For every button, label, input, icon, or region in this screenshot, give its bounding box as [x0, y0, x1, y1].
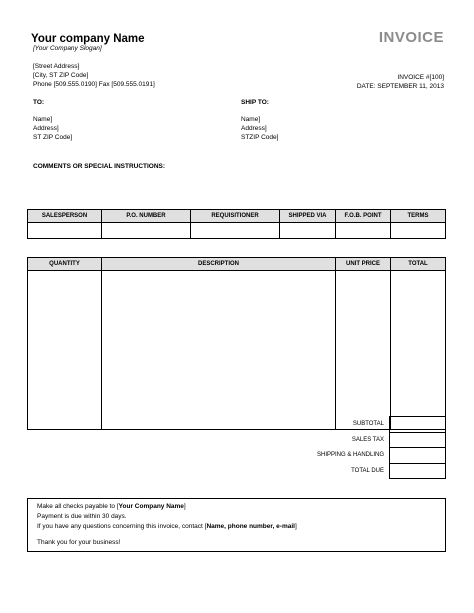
order-info-table [27, 209, 446, 239]
terms-cell[interactable] [391, 223, 446, 239]
salesperson-cell[interactable] [28, 223, 102, 239]
header-terms: TERMS [391, 210, 446, 223]
sales-tax-row [27, 432, 446, 448]
phone-fax: Phone [509.555.0190] Fax [509.555.0191] [33, 81, 155, 88]
payable-line [37, 502, 436, 512]
street-address: [Street Address] [33, 63, 80, 70]
payable-prefix: Make all checks payable to [ [37, 503, 119, 510]
payment-due-line: Payment is due within 30 days. [37, 513, 127, 520]
shipped-via-cell[interactable] [280, 223, 336, 239]
header-fob-point: F.O.B. POINT [336, 210, 391, 223]
order-info-row [28, 223, 446, 239]
city-state-zip: [City, ST ZIP Code] [33, 72, 89, 79]
payable-suffix: ] [183, 503, 186, 510]
unit-price-column[interactable] [336, 271, 391, 430]
totals-table [27, 416, 446, 479]
bill-to-zip: ST ZIP Code] [33, 134, 73, 141]
invoice-meta [357, 73, 444, 91]
ship-to-address [241, 115, 278, 142]
header-unit-price: UNIT PRICE [336, 258, 391, 271]
bill-to-address [33, 115, 72, 142]
total-due-value[interactable] [390, 463, 446, 479]
ship-to-zip: STZIP Code] [241, 134, 279, 141]
company-slogan: [Your Company Slogan] [33, 45, 102, 52]
questions-suffix: ] [294, 523, 297, 530]
invoice-number: INVOICE #[100] [397, 74, 444, 81]
bill-to-name: Name] [33, 116, 53, 123]
questions-prefix: If you have any questions concerning this invoice, contact [ [37, 523, 207, 530]
header-quantity: QUANTITY [28, 258, 102, 271]
header-requisitioner: REQUISITIONER [191, 210, 280, 223]
total-column[interactable] [391, 271, 446, 430]
payment-notes [27, 498, 446, 552]
company-name: Your company Name [31, 33, 145, 45]
requisitioner-cell[interactable] [191, 223, 280, 239]
ship-to-street: Address] [241, 125, 267, 132]
fob-point-cell[interactable] [336, 223, 391, 239]
thanks-line: Thank you for your business! [37, 539, 121, 546]
ship-to-name: Name] [241, 116, 261, 123]
sales-tax-label: SALES TAX [351, 436, 384, 443]
bill-to-street: Address] [33, 125, 59, 132]
invoice-title: INVOICE [378, 29, 444, 46]
header-shipped-via: SHIPPED VIA [280, 210, 336, 223]
questions-line [37, 522, 436, 532]
header-po-number: P.O. NUMBER [102, 210, 191, 223]
items-header-row [28, 258, 446, 271]
order-info-header-row [28, 210, 446, 223]
header-salesperson: SALESPERSON [28, 210, 102, 223]
bill-to-label: TO: [33, 99, 45, 106]
invoice-date: DATE: SEPTEMBER 11, 2013 [356, 83, 444, 90]
items-body-row [28, 271, 446, 430]
quantity-column[interactable] [28, 271, 102, 430]
subtotal-value[interactable] [390, 417, 446, 433]
company-address [33, 62, 155, 89]
header-description: DESCRIPTION [102, 258, 336, 271]
subtotal-row [27, 417, 446, 433]
description-column[interactable] [102, 271, 336, 430]
shipping-value[interactable] [390, 448, 446, 464]
total-due-label: TOTAL DUE [351, 467, 384, 474]
items-table [27, 257, 446, 430]
subtotal-label: SUBTOTAL [352, 421, 384, 428]
comments-label: COMMENTS OR SPECIAL INSTRUCTIONS: [33, 163, 166, 170]
questions-contact: Name, phone number, e-mail [206, 523, 295, 530]
shipping-label: SHIPPING & HANDLING [316, 452, 384, 459]
po-number-cell[interactable] [102, 223, 191, 239]
payable-name: Your Company Name [118, 503, 184, 510]
header-total: TOTAL [391, 258, 446, 271]
sales-tax-value[interactable] [390, 432, 446, 448]
total-due-row [27, 463, 446, 479]
shipping-row [27, 448, 446, 464]
ship-to-label: SHIP TO: [241, 99, 269, 106]
